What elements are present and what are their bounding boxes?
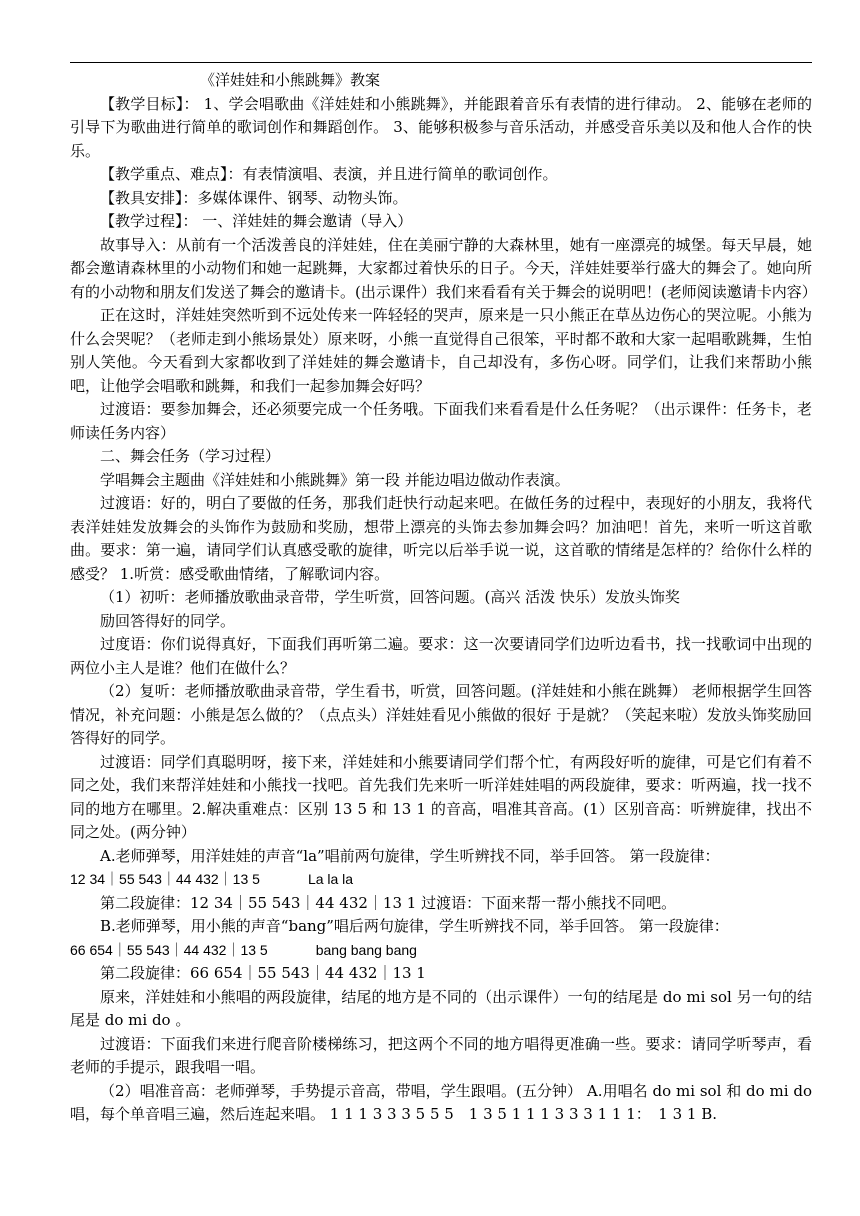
- key-points: 【教学重点、难点】：有表情演唱、表演，并且进行简单的歌词创作。: [100, 165, 558, 183]
- melody-syllables: La la la: [307, 871, 354, 887]
- melody-line-bear: [70, 939, 812, 963]
- paragraph-transition-4: 过渡语：同学们真聪明呀，接下来，洋娃娃和小熊要请同学们帮个忙，有两段好听的旋律，可是它们有着不同之处，我们来帮洋娃娃和小熊找一找吧。首先我们先来听一听洋娃娃唱的两段旋律，要求：听两遍，找一找不同的地方在哪里。2.解决重难点：区别 13 5 和 13 1 的音高，唱准其音高。(1）区别音高：听辨旋律，找出不同之处。(两分钟）: [70, 752, 812, 841]
- melody-notes: 12 34｜55 543｜44 432｜13 5: [70, 871, 260, 887]
- paragraph-transition-1: 过渡语：要参加舞会，还必须要完成一个任务哦。下面我们来看看是什么任务呢？（出示课件：任务卡，老师读任务内容）: [70, 400, 812, 442]
- paragraph-doll-melody: A.老师弹琴，用洋娃娃的声音“la”唱前两句旋律，学生听辨找不同，举手回答。 第一段旋律：: [100, 846, 720, 865]
- doc-title: 《洋娃娃和小熊跳舞》教案: [200, 71, 381, 89]
- top-rule: [70, 62, 812, 63]
- paragraph-transition-3: 过度语：你们说得真好，下面我们再听第二遍。要求：这一次要请同学们边听边看书，找一找歌词中出现的两位小主人是谁？他们在做什么？: [70, 635, 812, 677]
- paragraph-ending-diff: 原来，洋娃娃和小熊唱的两段旋律，结尾的地方是不同的（出示课件）一句的结尾是 do mi sol 另一句的结尾是 do mi do 。: [70, 987, 812, 1029]
- melody-syllables: bang bang bang: [315, 941, 417, 958]
- melody-line-doll: [70, 868, 812, 892]
- paragraph-doll-second: 第二段旋律：12 34｜55 543｜44 432｜13 1 过渡语：下面来帮一帮小熊找不同吧。: [100, 893, 677, 912]
- teaching-aids: 【教具安排】：多媒体课件、钢琴、动物头饰。: [100, 188, 408, 207]
- paragraph-first-listen: （1）初听：老师播放歌曲录音带，学生听赏，回答问题。(高兴 活泼 快乐）发放头饰奖: [100, 588, 680, 606]
- paragraph-pitch-practice: （2）唱准音高：老师弹琴，手势提示音高，带唱，学生跟唱。(五分钟） A.用唱名 do mi sol 和 do mi do 唱，每个单音唱三遍，然后连起来唱。 1 1 1 3 3 3 5 5 5 1 3 5 1 1 1 3 3 3 1 1 1： 1 3 1 B.: [70, 1081, 812, 1123]
- paragraph-bear-second: 第二段旋律：66 654｜55 543｜44 432｜13 1: [100, 964, 426, 982]
- section-heading-task: 二、舞会任务（学习过程）: [100, 447, 281, 465]
- teaching-goals: 【教学目标】： 1、学会唱歌曲《洋娃娃和小熊跳舞》，并能跟着音乐有表情的进行律动。 2、能够在老师的引导下为歌曲进行简单的歌词创作和舞蹈创作。 3、能够积极参与音乐活动，并感受音乐美以及和他人合作的快乐。: [70, 94, 812, 160]
- paragraph-bear-melody: B.老师弹琴，用小熊的声音“bang”唱后两句旋律，学生听辨找不同，举手回答。 第一段旋律：: [100, 917, 729, 935]
- melody-notes: 66 654｜55 543｜44 432｜13 5: [70, 941, 268, 958]
- paragraph-transition-5: 过渡语：下面我们来进行爬音阶楼梯练习，把这两个不同的地方唱得更准确一些。要求：请同学听琴声，看老师的手提示，跟我唱一唱。: [70, 1034, 812, 1076]
- document-page: [70, 62, 817, 1127]
- paragraph-little-bear: 正在这时，洋娃娃突然听到不远处传来一阵轻轻的哭声，原来是一只小熊正在草丛边伤心的哭泣呢。小熊为什么会哭呢？（老师走到小熊场景处）原来呀，小熊一直觉得自己很笨，平时都不敢和大家一起唱歌跳舞，生怕别人笑他。今天看到大家都收到了洋娃娃的舞会邀请卡，自己却没有，多伤心呀。同学们，让我们来帮助小熊吧，让他学会唱歌和跳舞，和我们一起参加舞会好吗？: [70, 306, 812, 395]
- paragraph-learn-song: 学唱舞会主题曲《洋娃娃和小熊跳舞》第一段 并能边唱边做动作表演。: [100, 470, 570, 489]
- paragraph-transition-2: 过渡语：好的，明白了要做的任务，那我们赶快行动起来吧。在做任务的过程中，表现好的小朋友，我将代表洋娃娃发放舞会的头饰作为鼓励和奖励，想带上漂亮的头饰去参加舞会吗？加油吧！首先，来听一听这首歌曲。要求：第一遍，请同学们认真感受歌的旋律，听完以后举手说一说，这首歌的情绪是怎样的？给你什么样的感受？ 1.听赏：感受歌曲情绪，了解歌词内容。: [70, 494, 812, 583]
- teaching-process-heading: 【教学过程】： 一、洋娃娃的舞会邀请（导入）: [100, 212, 413, 230]
- paragraph-first-listen-cont: 励回答得好的同学。: [100, 611, 236, 630]
- paragraph-second-listen: （2）复听：老师播放歌曲录音带，学生看书，听赏，回答问题。(洋娃娃和小熊在跳舞） 老师根据学生回答情况，补充问题：小熊是怎么做的？（点点头）洋娃娃看见小熊做的很好 于是就？（笑起来啦）发放头饰奖励回答得好的同学。: [70, 682, 812, 747]
- paragraph-story-intro: 故事导入：从前有一个活泼善良的洋娃娃，住在美丽宁静的大森林里，她有一座漂亮的城堡。每天早晨，她都会邀请森林里的小动物们和她一起跳舞，大家都过着快乐的日子。今天，洋娃娃要举行盛大的舞会了。她向所有的小动物和朋友们发送了舞会的邀请卡。(出示课件）我们来看看有关于舞会的说明吧！(老师阅读邀请卡内容）: [70, 235, 817, 301]
